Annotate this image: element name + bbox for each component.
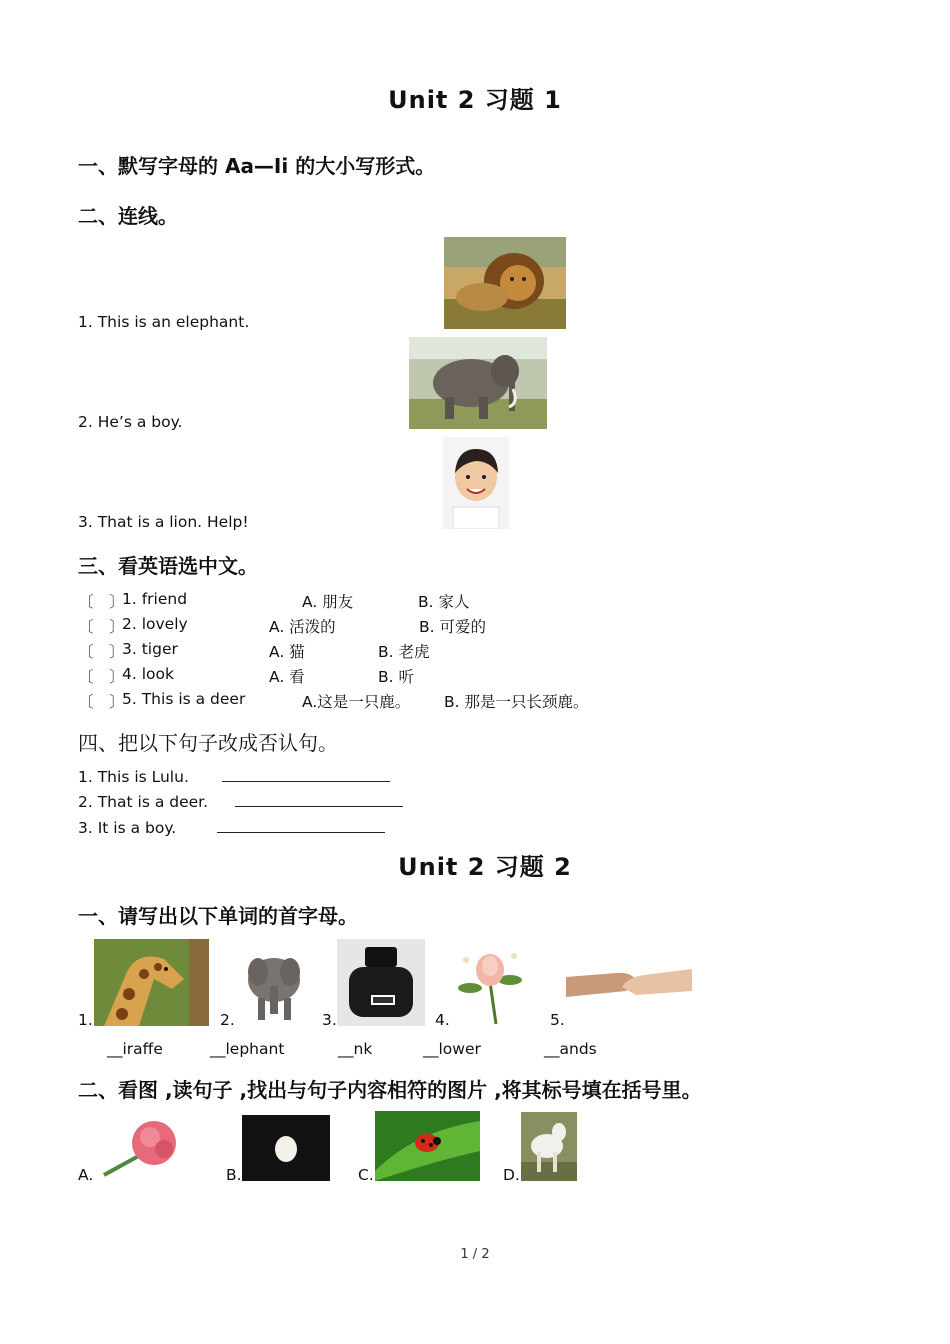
elephant-photo bbox=[409, 337, 547, 429]
choice-word: 2. lovely bbox=[122, 615, 188, 633]
initial-word[interactable]: __lephant bbox=[210, 1040, 285, 1058]
choice-option-a: A. 猫 bbox=[269, 643, 305, 661]
answer-blank[interactable] bbox=[222, 765, 390, 782]
choice-word: 3. tiger bbox=[122, 640, 178, 658]
initial-word[interactable]: __nk bbox=[338, 1040, 373, 1058]
choice-word: 1. friend bbox=[122, 590, 188, 608]
negative-row bbox=[78, 765, 390, 786]
choice-option-b: B. 听 bbox=[378, 668, 414, 686]
egg-photo bbox=[242, 1115, 330, 1181]
choice-option-a: A.这是一只鹿。 bbox=[302, 693, 411, 711]
initial-word[interactable]: __lower bbox=[423, 1040, 481, 1058]
choice-option-b: B. 那是一只长颈鹿。 bbox=[444, 693, 589, 711]
initial-number: 1. bbox=[78, 1011, 93, 1029]
lion-photo bbox=[444, 237, 566, 329]
picture-label: B. bbox=[226, 1166, 242, 1184]
initial-number: 4. bbox=[435, 1011, 450, 1029]
initial-word[interactable]: __iraffe bbox=[107, 1040, 163, 1058]
choice-bracket[interactable]: 〔 〕 bbox=[78, 643, 125, 661]
flower-photo bbox=[452, 942, 528, 1026]
giraffe-photo bbox=[94, 939, 209, 1026]
ink-bottle-photo bbox=[337, 939, 425, 1026]
choice-word: 5. This is a deer bbox=[122, 690, 246, 708]
page-number: 1 / 2 bbox=[460, 1247, 490, 1262]
negative-sentence: 1. This is Lulu. bbox=[78, 768, 189, 786]
hands-photo bbox=[566, 947, 692, 1026]
section-heading-choice: 三、看英语选中文。 bbox=[78, 554, 258, 578]
negative-row bbox=[78, 816, 385, 837]
choice-bracket[interactable]: 〔 〕 bbox=[78, 693, 125, 711]
matching-sentence: 3. That is a lion. Help! bbox=[78, 513, 249, 531]
picture-label: C. bbox=[358, 1166, 374, 1184]
section-heading-negative: 四、把以下句子改成否认句。 bbox=[78, 731, 338, 755]
choice-bracket[interactable]: 〔 〕 bbox=[78, 668, 125, 686]
picture-label: D. bbox=[503, 1166, 520, 1184]
answer-blank[interactable] bbox=[235, 790, 403, 807]
negative-sentence: 3. It is a boy. bbox=[78, 819, 177, 837]
elephant-photo-small bbox=[236, 942, 312, 1026]
ladybug-photo bbox=[375, 1111, 480, 1181]
answer-blank[interactable] bbox=[217, 816, 385, 833]
choice-option-b: B. 家人 bbox=[418, 593, 470, 611]
matching-sentence: 1. This is an elephant. bbox=[78, 313, 250, 331]
section-heading-letters: 一、默写字母的 Aa—Ii 的大小写形式。 bbox=[78, 154, 436, 178]
section-heading-initials: 一、请写出以下单词的首字母。 bbox=[78, 904, 358, 928]
choice-bracket[interactable]: 〔 〕 bbox=[78, 618, 125, 636]
choice-option-a: A. 朋友 bbox=[302, 593, 354, 611]
page-title: Unit 2 习题 1 bbox=[388, 86, 562, 114]
choice-option-a: A. 活泼的 bbox=[269, 618, 336, 636]
choice-option-b: B. 可爱的 bbox=[419, 618, 486, 636]
page-title-2: Unit 2 习题 2 bbox=[398, 853, 572, 881]
choice-bracket[interactable]: 〔 〕 bbox=[78, 593, 125, 611]
negative-row bbox=[78, 790, 403, 811]
initial-number: 2. bbox=[220, 1011, 235, 1029]
negative-sentence: 2. That is a deer. bbox=[78, 793, 209, 811]
matching-sentence: 2. He’s a boy. bbox=[78, 413, 183, 431]
boy-photo bbox=[443, 437, 509, 529]
choice-option-a: A. 看 bbox=[269, 668, 305, 686]
choice-option-b: B. 老虎 bbox=[378, 643, 430, 661]
initial-number: 5. bbox=[550, 1011, 565, 1029]
initial-word[interactable]: __ands bbox=[544, 1040, 597, 1058]
picture-label: A. bbox=[78, 1166, 94, 1184]
section-heading-matching: 二、连线。 bbox=[78, 204, 178, 228]
initial-number: 3. bbox=[322, 1011, 337, 1029]
section-heading-pictures: 二、看图 ,读句子 ,找出与句子内容相符的图片 ,将其标号填在括号里。 bbox=[78, 1078, 702, 1102]
goat-photo bbox=[521, 1112, 577, 1181]
choice-word: 4. look bbox=[122, 665, 174, 683]
carnation-photo bbox=[94, 1113, 203, 1181]
